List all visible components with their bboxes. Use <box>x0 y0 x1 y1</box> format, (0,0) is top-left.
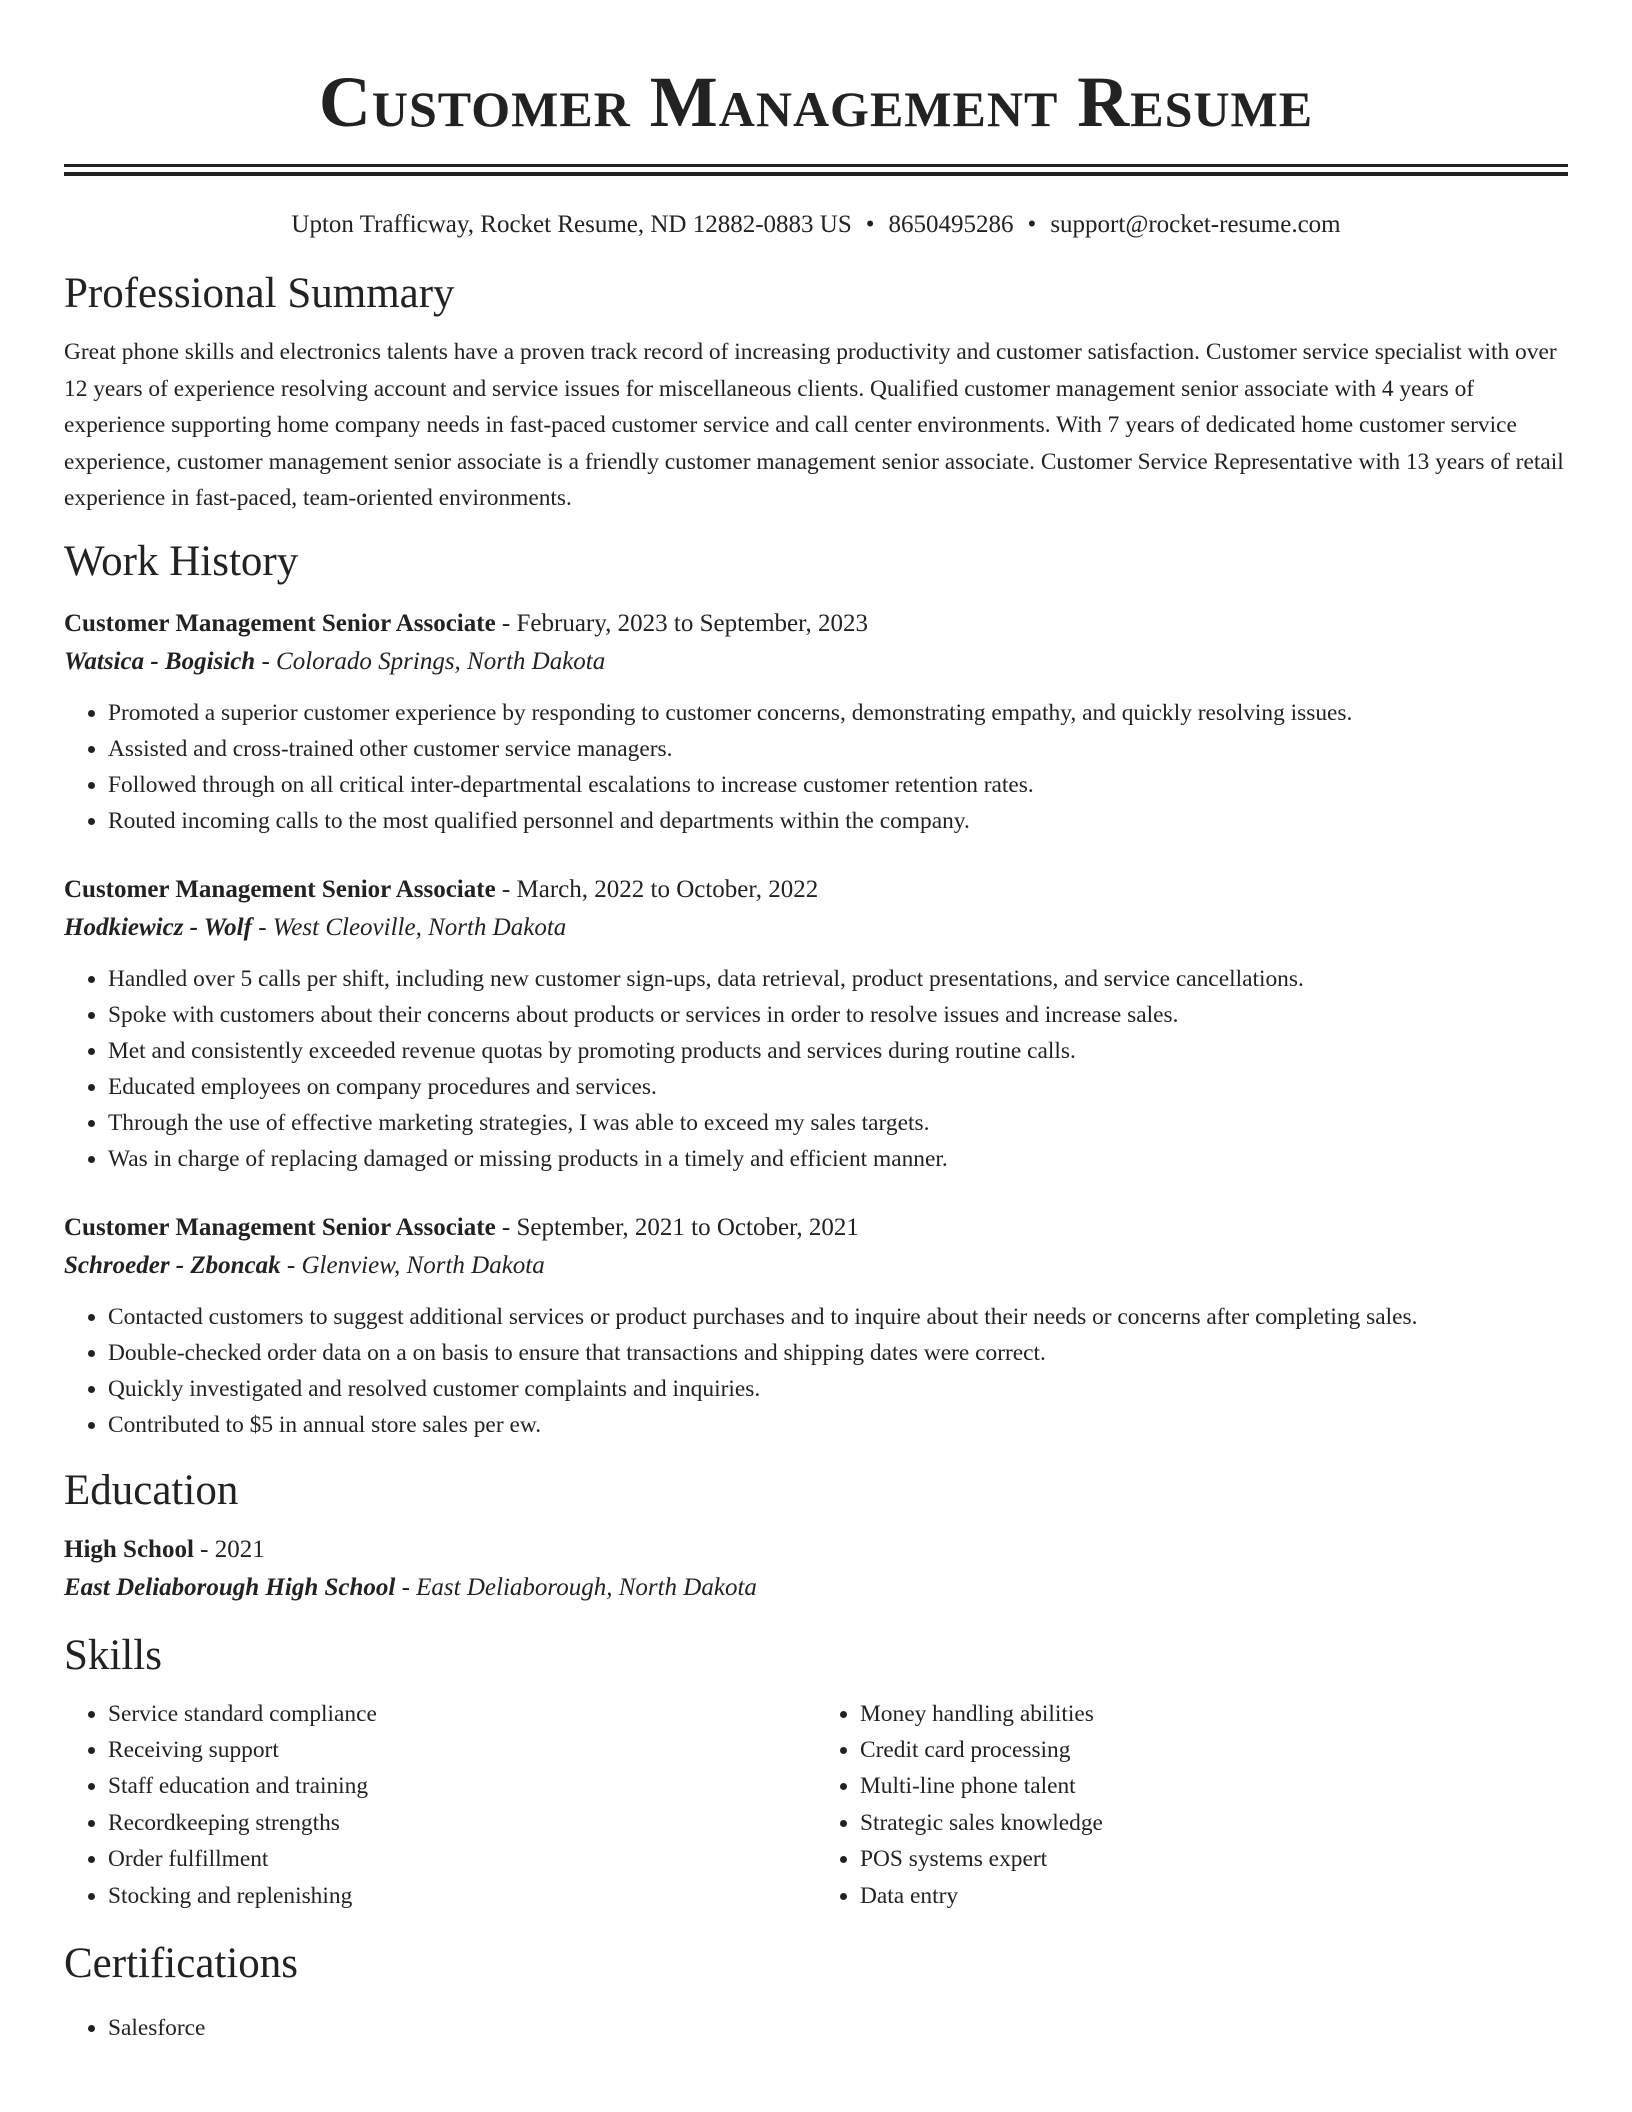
certifications-list <box>64 2010 1568 2046</box>
skill-item: • Stocking and replenishing <box>108 1878 816 1914</box>
skills-columns <box>64 1696 1568 1914</box>
resume-page <box>64 0 1568 2046</box>
job-dates: - February, 2023 to September, 2023 <box>495 609 868 637</box>
education-degree: High School <box>64 1535 194 1563</box>
job-bullets <box>64 1299 1568 1443</box>
job-bullet: • Spoke with customers about their concerns about products or services in order to resolve issues and increase sales. <box>108 997 1568 1033</box>
skill-item: • POS systems expert <box>860 1841 1568 1877</box>
skill-item: • Recordkeeping strengths <box>108 1805 816 1841</box>
job-title: Customer Management Senior Associate <box>64 609 496 637</box>
job-bullet: • Met and consistently exceeded revenue quotas by promoting products and services during routine calls. <box>108 1033 1568 1069</box>
job-title-line <box>64 871 1568 909</box>
job-bullets <box>64 695 1568 839</box>
job-bullet: • Was in charge of replacing damaged or missing products in a timely and efficient manner. <box>108 1141 1568 1177</box>
resume-title: Customer Management Resume <box>318 62 1314 142</box>
skill-item: • Service standard compliance <box>108 1696 816 1732</box>
education-school-line <box>64 1569 1568 1607</box>
job-bullet: • Contributed to $5 in annual store sales per ew. <box>108 1407 1568 1443</box>
skill-item: • Money handling abilities <box>860 1696 1568 1732</box>
education-school: East Deliaborough High School <box>64 1573 396 1601</box>
skill-item: • Data entry <box>860 1878 1568 1914</box>
education-heading: Education <box>64 1466 239 1514</box>
job-bullet: • Promoted a superior customer experience by responding to customer concerns, demonstrating empathy, and quickly resolving issues. <box>108 695 1568 731</box>
contact-address: Upton Trafficway, Rocket Resume, ND 12882-0883 US <box>291 211 852 238</box>
job-employer: Schroeder - Zboncak <box>64 1251 281 1279</box>
certifications-heading: Certifications <box>64 1939 299 1987</box>
job-title-line <box>64 1209 1568 1247</box>
job-location: - Colorado Springs, North Dakota <box>255 647 606 675</box>
certification-item: • Salesforce <box>108 2010 1568 2046</box>
skill-item: • Order fulfillment <box>108 1841 816 1877</box>
job-dates: - March, 2022 to October, 2022 <box>495 875 819 903</box>
job-bullet: • Routed incoming calls to the most qualified personnel and departments within the company. <box>108 803 1568 839</box>
skills-heading: Skills <box>64 1631 162 1679</box>
job-bullet: • Assisted and cross-trained other customer service managers. <box>108 731 1568 767</box>
job-title: Customer Management Senior Associate <box>64 875 496 903</box>
contact-email[interactable]: support@rocket-resume.com <box>1050 211 1341 238</box>
education-year: - 2021 <box>193 1535 265 1563</box>
job-entry <box>64 1209 1568 1443</box>
contact-phone: 8650495286 <box>888 211 1014 238</box>
skill-item: • Receiving support <box>108 1732 816 1768</box>
job-bullet: • Educated employees on company procedures and services. <box>108 1069 1568 1105</box>
job-employer-line <box>64 1247 1568 1285</box>
job-bullet: • Through the use of effective marketing strategies, I was able to exceed my sales targets. <box>108 1105 1568 1141</box>
education-entry <box>64 1531 1568 1607</box>
job-bullet: • Contacted customers to suggest additional services or product purchases and to inquire about their needs or concerns after completing sales. <box>108 1299 1568 1335</box>
contact-separator: • <box>1027 211 1037 238</box>
job-bullet: • Followed through on all critical inter-departmental escalations to increase customer retention rates. <box>108 767 1568 803</box>
job-employer-line <box>64 909 1568 947</box>
job-title-line <box>64 605 1568 643</box>
job-location: - Glenview, North Dakota <box>280 1251 545 1279</box>
contact-line <box>64 208 1568 242</box>
title-double-rule <box>64 164 1568 176</box>
skill-item: • Multi-line phone talent <box>860 1768 1568 1804</box>
job-bullet: • Handled over 5 calls per shift, including new customer sign-ups, data retrieval, product presentations, and service cancellations. <box>108 961 1568 997</box>
job-dates: - September, 2021 to October, 2021 <box>495 1213 859 1241</box>
skill-item: • Strategic sales knowledge <box>860 1805 1568 1841</box>
summary-text: Great phone skills and electronics talents have a proven track record of increasing productivity and customer satisfaction. Customer service specialist with over 12 years of experience resolving account and service issues for miscellaneous clients. Qualified customer management senior associate with 4 years of experience supporting home company needs in fast-paced customer service and call center environments. With 7 years of dedicated home customer service experience, customer management senior associate is a friendly customer management senior associate. Customer Service Representative with 13 years of retail experience in fast-paced, team-oriented environments. <box>64 339 1564 511</box>
skill-item: • Credit card processing <box>860 1732 1568 1768</box>
skill-item: • Staff education and training <box>108 1768 816 1804</box>
job-bullet: • Quickly investigated and resolved customer complaints and inquiries. <box>108 1371 1568 1407</box>
work-history-heading: Work History <box>64 537 299 585</box>
job-entry <box>64 605 1568 839</box>
summary-heading: Professional Summary <box>64 270 455 317</box>
skills-left-list <box>64 1696 816 1914</box>
education-location: - East Deliaborough, North Dakota <box>395 1573 757 1601</box>
job-entry <box>64 871 1568 1177</box>
job-employer-line <box>64 643 1568 681</box>
job-title: Customer Management Senior Associate <box>64 1213 496 1241</box>
contact-separator: • <box>865 211 875 238</box>
job-location: - West Cleoville, North Dakota <box>251 913 567 941</box>
education-degree-line <box>64 1531 1568 1569</box>
job-bullet: • Double-checked order data on a on basis to ensure that transactions and shipping dates were correct. <box>108 1335 1568 1371</box>
job-bullets <box>64 961 1568 1177</box>
skills-right-list <box>816 1696 1568 1914</box>
job-employer: Watsica - Bogisich <box>64 647 256 675</box>
job-employer: Hodkiewicz - Wolf <box>64 913 252 941</box>
